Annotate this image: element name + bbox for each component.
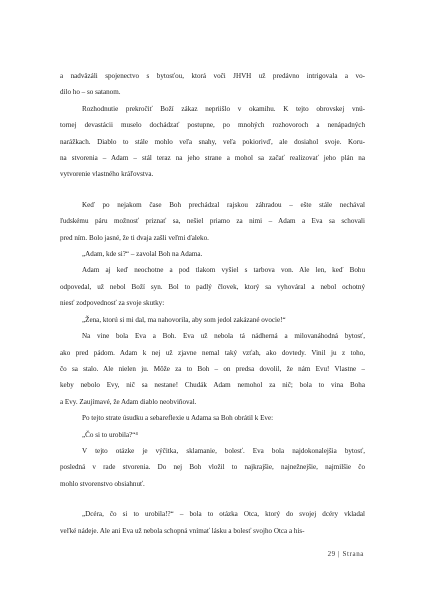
text-line: Adam aj keď neochotne a pod tlakom vyšiel s tarbova von. Ale len, keď Bohu bbox=[82, 266, 365, 275]
paragraph-gap bbox=[60, 492, 365, 506]
text-line: Po tejto strate úsudku a sebareflexie u Adama sa Boh obrátil k Eve: bbox=[82, 414, 274, 423]
text-line: tornej devastácii muselo dochádzať postupne, po mnohých rozhovoroch a nenápadných bbox=[60, 121, 365, 130]
paragraph bbox=[60, 328, 365, 410]
text-line: posledná v rade stvorenia. Do nej Boh vložil to najkrajšie, najnežnejšie, najmilšie čo bbox=[60, 463, 365, 472]
text-line: a nadväzáli spojenectvo s bytosťou, ktorá voči JHVH už predávno intrigovala a vo- bbox=[60, 72, 365, 80]
text-line: narážkach. Diablo to stále mohlo veľa snahy, veľa pokiorivď, ale dosiahol svoje. Koru- bbox=[60, 137, 365, 146]
paragraph-gap bbox=[60, 183, 365, 197]
footer-label: Strana bbox=[342, 550, 364, 558]
paragraph bbox=[60, 410, 365, 426]
text-line: Keď po nejakom čase Boh prechádzal rajskou záhradou – ešte stále nechával bbox=[82, 200, 365, 209]
text-line: ako pred pádom. Adam k nej už zjavne nemal taký vzťah, ako dovtedy. Vinil ju z toho, bbox=[60, 348, 365, 357]
paragraph bbox=[60, 101, 365, 183]
paragraph bbox=[60, 246, 365, 262]
paragraph bbox=[60, 443, 365, 492]
paragraph bbox=[60, 427, 365, 443]
paragraph bbox=[60, 506, 365, 539]
footer-separator: | bbox=[338, 550, 341, 558]
text-line: čo sa stalo. Ale nielen ju. Môže za to Boh – on predsa dovolil, že nám Evu! Vlastne – bbox=[60, 364, 365, 373]
text-line: „Dcéra, čo si to urobila!?“ – bola to otázka Otca, ktorý do svojej dcéry vkladal bbox=[82, 510, 365, 519]
paragraph bbox=[60, 312, 365, 328]
text-line: veľké nádeje. Ale ani Eva už nebola schopná vnímať lásku a bolesť svojho Otca a his- bbox=[60, 526, 305, 535]
text-line: „Adam, kde si?“ – zavolal Boh na Adama. bbox=[82, 250, 203, 259]
text-line: pred ním. Bolo jasné, že ti dvaja zašli veľmi ďaleko. bbox=[60, 233, 209, 242]
text-line: „Žena, ktorú si mi dal, ma nahovorila, aby som jedol zakázané ovocie!“ bbox=[82, 315, 286, 324]
page-footer bbox=[328, 550, 364, 558]
text-line: Na vine bola Eva a Boh. Eva už nebola tá nádherná a milovanáhodná bytosť, bbox=[82, 332, 365, 341]
text-line: dilo ho – so satanom. bbox=[60, 88, 121, 97]
paragraph bbox=[60, 197, 365, 246]
paragraph bbox=[60, 262, 365, 311]
text-line: odpovedal, už nebol Boží syn. Bol to padlý človek, ktorý sa vyhováral a nebol ochotný bbox=[60, 282, 365, 291]
paragraph bbox=[60, 68, 365, 101]
text-line: vytvorenie vlastného kráľovstva. bbox=[60, 170, 154, 179]
page-number: 29 bbox=[327, 550, 336, 558]
body-text bbox=[60, 68, 365, 539]
text-line: niesť zodpovednosť za svoje skutky: bbox=[60, 299, 165, 308]
text-line: Rozhodnutie prekročiť Boží zákaz nepriišlo v okamihu. K tejto obrovskej vnú- bbox=[82, 104, 365, 113]
text-line: mohlo stvorenstvo obsiahnuť. bbox=[60, 479, 145, 488]
text-line: V tejto otázke je výčitka, sklamanie, bolesť. Eva bola najdokonalejšia bytosť, bbox=[82, 446, 365, 455]
text-line: a Evy. Zaujímavé, že Adam diablo neobviňoval. bbox=[60, 397, 197, 406]
text-line: na stvorenia – Adam – stál teraz na jeho strane a mohol sa začať realizovať jeho plán na bbox=[60, 154, 365, 163]
text-line: ľudskému páru možnosť priznať sa, nešiel priamo za nimi – Adam a Eva sa schovali bbox=[60, 217, 365, 226]
text-line: keby nebolo Evy, nič sa nestane! Chudák Adam nemohol za nič; bola to vina Boha bbox=[60, 381, 365, 390]
text-line: „Čo si to urobila?“⁴ bbox=[82, 430, 138, 439]
